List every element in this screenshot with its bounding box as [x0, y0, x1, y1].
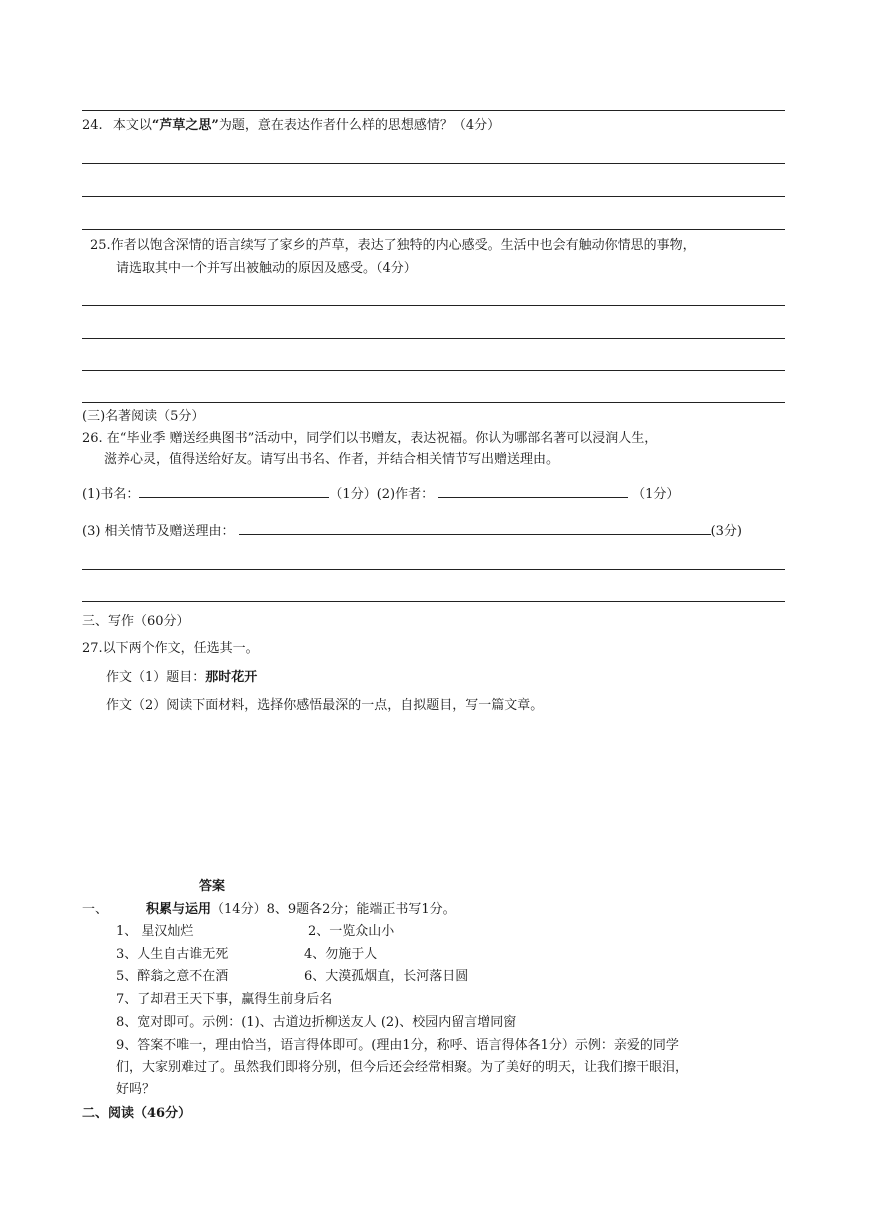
answer-8: 8、宽对即可。示例：(1)、古道边折柳送友人 (2)、校园内留言增同窗 [116, 1015, 517, 1030]
answer-line [82, 196, 785, 197]
question-number: 24. [82, 118, 103, 133]
question-text: 本文以 [112, 118, 152, 133]
reason-row [82, 520, 742, 541]
answer-5: 5、醉翁之意不在酒 [116, 969, 229, 984]
question-25-line1: 25.作者以饱含深情的语言续写了家乡的芦草，表达了独特的内心感受。生活中也会有触动你情思的事物， [90, 238, 696, 253]
essay-option-1 [106, 669, 257, 687]
reason-label: (3) 相关情节及赠送理由： [82, 524, 235, 539]
book-score: （1分） [329, 487, 377, 502]
answer-line [82, 305, 785, 306]
answer-line [82, 338, 785, 339]
question-26-line1: 26. 在“毕业季 赠送经典图书”活动中，同学们以书赠友，表达祝福。你认为哪部名著可以浸润人生， [82, 431, 658, 446]
book-field[interactable] [139, 483, 329, 498]
answers-title: 答案 [199, 879, 226, 894]
answers-section-1 [82, 901, 456, 919]
quoted-title: “芦草之思” [151, 118, 219, 133]
answer-7: 7、了却君王天下事，赢得生前身后名 [116, 992, 333, 1007]
question-text: 为题，意在表达作者什么样的思想感情？（4分） [218, 118, 501, 133]
answer-line [82, 370, 785, 371]
answer-6: 6、大漠孤烟直，长河落日圆 [304, 969, 469, 984]
answer-1: 1、 星汉灿烂 [116, 924, 194, 939]
answer-4: 4、勿施于人 [304, 947, 378, 962]
reason-score: (3分) [710, 524, 742, 539]
section-note: （14分）8、9题各2分；能端正书写1分。 [211, 902, 456, 917]
essay-option-2: 作文（2）阅读下面材料，选择你感悟最深的一点，自拟题目，写一篇文章。 [106, 698, 544, 713]
answer-line [82, 601, 785, 602]
author-label: (2)作者： [376, 487, 435, 502]
answer-line [82, 229, 785, 230]
question-27: 27.以下两个作文，任选其一。 [82, 641, 259, 656]
answer-line [82, 110, 785, 111]
book-label: (1)书名： [82, 487, 140, 502]
question-25-line2: 请选取其中一个并写出被触动的原因及感受。（4分） [116, 261, 417, 276]
book-row [82, 483, 679, 504]
author-field[interactable] [438, 483, 628, 498]
essay1-title: 那时花开 [205, 670, 258, 685]
essay1-label: 作文（1）题目： [106, 670, 206, 685]
answer-line [82, 402, 785, 403]
author-score: （1分） [632, 487, 680, 502]
section-heading: 积累与运用 [146, 902, 212, 917]
answer-line [82, 569, 785, 570]
section-heading: (三)名著阅读（5分） [82, 409, 205, 424]
question-24 [82, 117, 500, 135]
answer-2: 2、一览众山小 [308, 924, 395, 939]
answer-3: 3、人生自古谁无死 [116, 947, 229, 962]
writing-heading: 三、写作（60分） [82, 614, 190, 629]
answer-9-line3: 好吗？ [116, 1082, 156, 1097]
reason-field[interactable] [239, 520, 711, 535]
section-number: 一、 [82, 902, 109, 917]
question-26-line2: 滋养心灵，值得送给好友。请写出书名、作者，并结合相关情节写出赠送理由。 [104, 452, 560, 467]
answer-line [82, 163, 785, 164]
answer-9-line2: 们，大家别难过了。虽然我们即将分别，但今后还会经常相聚。为了美好的明天，让我们擦干眼泪， [116, 1060, 689, 1075]
answer-9-line1: 9、答案不唯一，理由恰当，语言得体即可。(理由1分，称呼、语言得体各1分）示例：亲爱的同学 [116, 1038, 679, 1053]
answers-section-2: 二、阅读（46分） [82, 1106, 192, 1121]
